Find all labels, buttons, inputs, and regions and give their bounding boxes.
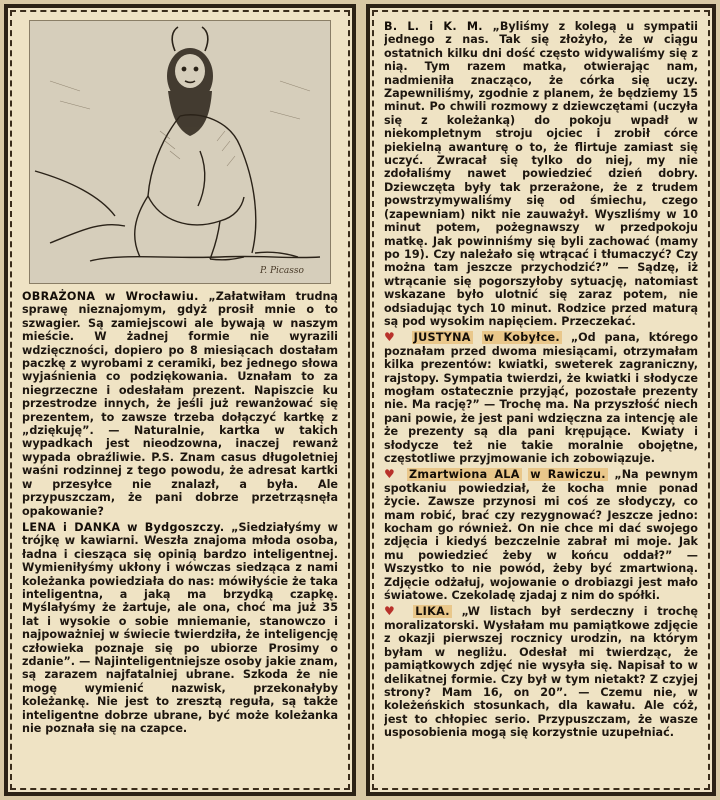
left-column (4, 4, 356, 796)
letter (384, 20, 698, 328)
artwork-signature: P. Picasso (260, 266, 304, 276)
letter (22, 521, 338, 736)
letter (384, 331, 698, 465)
letter-body: „Siedziałyśmy w trójkę w kawiarni. Weszła znajoma młoda osoba, ładna i ciesząca się opinią bardzo inteligentnej. Wymieniłyśmy ukłony i wówczas siedząca z nami koleżanka powiedziała do nas: mówiłyście że taka inteligentna, a jaką ma brzydką czapkę. Myślałyśmy że żartuje, ale ona, choć ma już 35 lat i wysokie o sobie mniemanie, stanowczo i najpoważniej w świecie twierdziła, że inteligencję człowieka poznaje się po ubiorze Prosimy o zdanie”. — Najinteligentniejsze osoby jakie znam, są zarazem najfatalniej ubrane. Szkoda że nie mogę wymienić nazwisk, przekonałyby koleżankę. Nie jest to zresztą reguła, są także inteligentne dobrze ubrane, być może koleżanka nie poznała się na czapce. (22, 520, 338, 735)
letter (22, 290, 338, 518)
letter-body: „Od pana, którego poznałam przed dwoma miesiącami, otrzymałam kilka prezentów: kwiatki, sweterek zagraniczny, rajstopy. Sympatia twierdzi, że kwiatki i słodycze mogłam ostatecznie przyjąć, pozostałe prezenty nie. Ma rację?” — Trochę ma. Na przyszłość niech pani powie, że jest pani wdzięczna za intencję ale że prezenty są dla pani krępujące. Kwiaty i słodycze też nie takie moralnie obojętne, częstotliwe przyjmowanie ich zobowiązuje. (384, 331, 698, 465)
letter-location: w Rawiczu. (530, 468, 606, 482)
letter (384, 468, 698, 602)
letter-signature: Zmartwiona ALA (408, 468, 520, 482)
letter-signature: B. L. i K. M. (384, 20, 483, 33)
heart-icon: ♥ (384, 467, 398, 482)
seated-faun-drawing (30, 21, 330, 283)
letter-signature: LIKA. (415, 605, 450, 619)
letter-location: w Kobyłce. (483, 331, 560, 345)
letter-signature: OBRAŻONA (22, 290, 96, 303)
letter-signature: LENA i DANKA (22, 520, 121, 534)
artwork-illustration (29, 20, 331, 284)
letter-location: w Bydgoszczy. (127, 520, 225, 534)
letter-body: „Na pewnym spotkaniu powiedział, że kocha mnie ponad życie. Zawsze przynosi mi coś ze słodyczy, co mam robić, brać czy rezygnować? Jeszcze jedno: kocham go również. On nie chce mi dać swojego zdjęcia i kiedyś bezczelnie zabrał mi moje. Jak mu powiedzieć żeby w końcu oddał?” — Wszystko to nie powód, żeby być zmartwioną. Zdjęcie odżałuj, wojowanie o drobiazgi jest mało światowe. Czekoladę zjadaj z nim do spółki. (384, 468, 698, 603)
letter-body: „Byliśmy z kolegą u sympatii jednego z nas. Tak się złożyło, że w ciągu ostatnich kilku dni dość często widywaliśmy się z nią. Tym razem matka, otwierając nam, nadmieniła znacząco, że córka się uczy. Zapewniliśmy, zgodnie z planem, że będziemy 15 minut. Po chwili rozmowy z dziewczętami (uczyła się z koleżanką) do pokoju wpadł w niekompletnym stroju ojciec i zrobił córce piekielną awanturę o to, że flirtuje zamiast się uczyć. Zwracał się tylko do niej, my nie zdołaliśmy nawet powiedzieć dzień dobry. Dziewczęta były tak przerażone, że z trudem powstrzymywaliśmy się od śmiechu, czego (zapewniam) nikt nie zauważył. Wyszliśmy w 10 minut potem, pożegnawszy w przedpokoju matkę. Jak powinniśmy się byli zachować (mamy po 19). Czy należało się wtrącać i tłumaczyć? Czy można tam jeszcze przychodzić?” — Sądzę, iż wtrącanie się pogorszyłoby sytuację, natomiast wskazane było ulotnić się zaraz potem, nie odsiadując tych 10 minut. Rodzice przed maturą są pod wysokim napięciem. Przeczekać. (384, 20, 698, 328)
letter (384, 605, 698, 739)
heart-icon: ♥ (384, 330, 400, 345)
heart-icon: ♥ (384, 604, 401, 619)
letter-signature: JUSTYNA (413, 331, 471, 345)
right-column (366, 4, 716, 796)
letter-body: „Załatwiłam trudną sprawę nieznajomym, gdyż prosił mnie o to szwagier. Są zamiejscowi ale bywają w naszym mieście. W żadnej formie nie wyrazili wdzięczności, dopiero po 8 miesiącach dostałam paczkę z wyrobami z ceramiki, bez jednego słowa wyjaśnienia co podziękowania. Uznałam to za niegrzeczne i odesłałam prezent. Napiszcie ku przestrodze innych, że jeśli już rewanżować się prezentem, to zawsze trzeba dołączyć kartkę z „dziękuję”. — Naturalnie, kartka w takich wypadkach jest nieodzowna, inaczej rewanż wypada obraźliwie. P.S. Znam casus długoletniej waśni rodzinnej z tego powodu, że adresat kartki w przesyłce nie znalazł, a była. Ale przypuszczam, że pani dobrze przetrząsnęła opakowanie? (22, 290, 338, 518)
letter-body: „W listach był serdeczny i trochę moralizatorski. Wysłałam mu pamiątkowe zdjęcie z okazji pierwszej rocznicy urodzin, na którym byłam w negliżu. Odesłał mi twierdząc, że pamiątkowych zdjęć nie wysyła się. Napisał to w delikatnej formie. Czy był w tym nietakt? Z czyjej strony? Mam 16, on 20”. — Czemu nie, w koleżeńskich stosunkach, dla kawału. Ale cóż, jest to chłopiec serio. Przypuszczam, że wasze usposobienia mogą się korzystnie uzupełniać. (384, 605, 698, 740)
letter-location: w Wrocławiu. (105, 290, 199, 303)
